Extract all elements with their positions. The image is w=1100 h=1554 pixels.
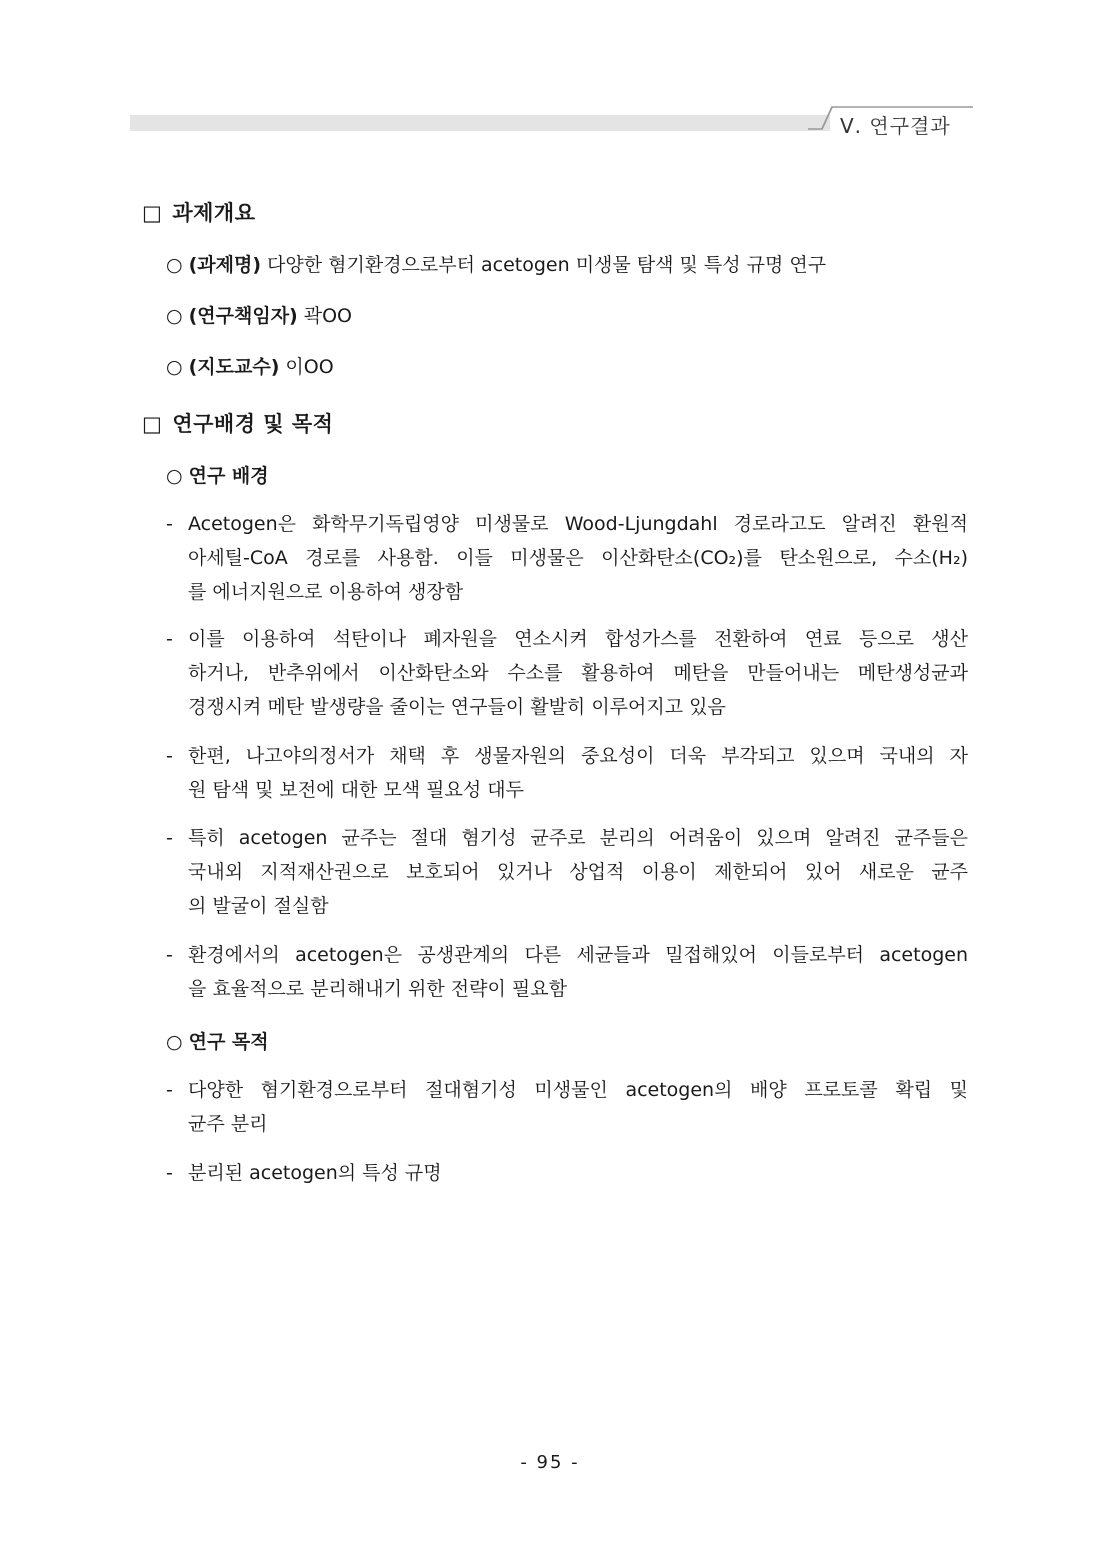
dash-bullet: - [166,1162,173,1184]
dash-bullet: - [166,1079,173,1101]
paragraph-line: 를 에너지원으로 이용하여 생장함 [188,581,464,603]
background-item [166,938,968,1006]
purpose-item [166,1156,968,1190]
subheading-research-purpose [166,1027,269,1054]
purpose-item [166,1073,968,1141]
square-bullet: □ [142,201,163,225]
square-bullet: □ [142,412,163,436]
dash-bullet: - [166,513,173,535]
paragraph-line: 국내외 지적재산권으로 보호되어 있거나 상업적 이용이 제한되어 있어 새로운 균주 [188,861,968,883]
circle-bullet: ○ [166,465,183,487]
paragraph-line: 을 효율적으로 분리해내기 위한 전략이 필요함 [188,978,567,1000]
paragraph-line: 이를 이용하여 석탄이나 폐자원을 연소시켜 합성가스를 전환하여 연료 등으로 생산 [188,628,968,650]
header-gray-bar [130,115,830,131]
page-number: - 95 - [520,1452,580,1473]
paragraph-line: Acetogen은 화학무기독립영양 미생물로 Wood-Ljungdahl 경로라고도 알려진 환원적 [188,513,968,535]
circle-bullet: ○ [166,1031,183,1053]
circle-bullet: ○ [166,356,183,378]
subheading-title: 연구 배경 [188,465,269,487]
background-item [166,507,968,609]
background-item [166,821,968,923]
circle-bullet: ○ [166,305,183,327]
paragraph-line: 경쟁시켜 메탄 발생량을 줄이는 연구들이 활발히 이루어지고 있음 [188,696,726,718]
dash-bullet: - [166,628,173,650]
paragraph-line: 하거나, 반추위에서 이산화탄소와 수소를 활용하여 메탄을 만들어내는 메탄생성균과 [188,662,968,684]
section-title: 연구배경 및 목적 [172,412,334,436]
background-item [166,622,968,724]
paragraph-line: 원 탐색 및 보전에 대한 모색 필요성 대두 [188,779,524,801]
dash-bullet: - [166,944,173,966]
overview-item-advisor [166,352,334,379]
subheading-title: 연구 목적 [188,1031,269,1053]
section-heading-background-purpose [142,408,333,438]
item-tag: (연구책임자) [188,305,298,327]
item-tag: (지도교수) [188,356,280,378]
section-heading-overview [142,197,256,227]
header-section-label: Ⅴ. 연구결과 [840,114,951,138]
paragraph-line: 환경에서의 acetogen은 공생관계의 다른 세균들과 밀접해있어 이들로부터 acetogen [188,944,968,966]
paragraph-line: 한편, 나고야의정서가 채택 후 생물자원의 중요성이 더욱 부각되고 있으며 국내의 자 [188,745,968,767]
paragraph-line: 다양한 혐기환경으로부터 절대혐기성 미생물인 acetogen의 배양 프로토콜 확립 및 [188,1079,968,1101]
section-title: 과제개요 [172,201,256,225]
subheading-research-background [166,461,269,488]
paragraph-line: 특히 acetogen 균주는 절대 혐기성 균주로 분리의 어려움이 있으며 알려진 균주들은 [188,827,968,849]
item-text: 곽OO [303,305,352,327]
dash-bullet: - [166,827,173,849]
item-text: 다양한 혐기환경으로부터 acetogen 미생물 탐색 및 특성 규명 연구 [267,254,827,276]
overview-item-title [166,250,826,277]
paragraph-line: 의 발굴이 절실함 [188,895,329,917]
paragraph-line: 균주 분리 [188,1113,268,1135]
circle-bullet: ○ [166,254,183,276]
paragraph-line: 분리된 acetogen의 특성 규명 [188,1162,442,1184]
paragraph-line: 아세틸-CoA 경로를 사용함. 이들 미생물은 이산화탄소(CO₂)를 탄소원으로, 수소(H₂) [188,547,968,569]
overview-item-lead-researcher [166,301,352,328]
item-text: 이OO [285,356,334,378]
dash-bullet: - [166,745,173,767]
background-item [166,739,968,807]
item-tag: (과제명) [188,254,262,276]
